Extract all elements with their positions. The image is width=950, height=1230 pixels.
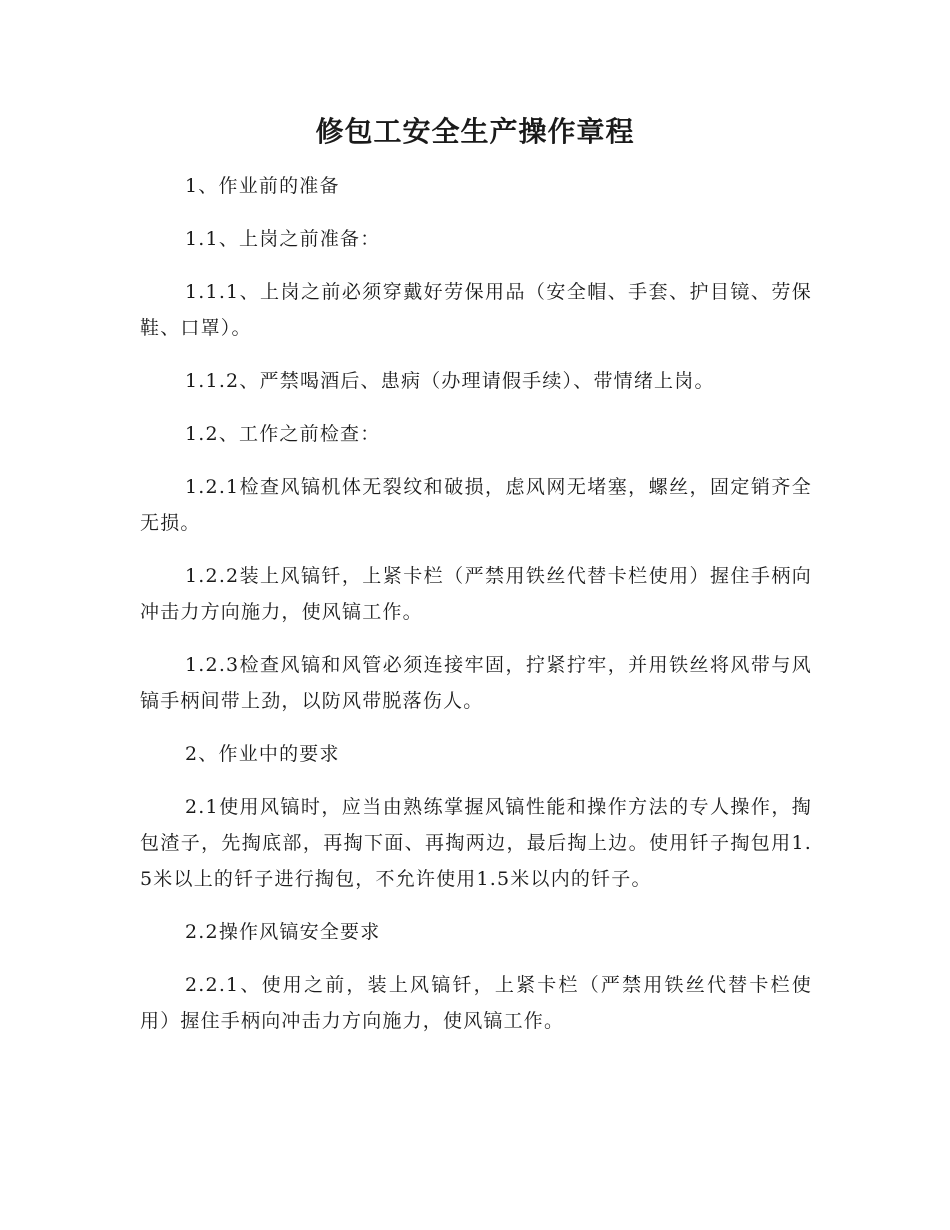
paragraph-1-2-1: 1.2.1检查风镐机体无裂纹和破损，虑风网无堵塞，螺丝，固定销齐全无损。 [140,476,812,534]
paragraph-section-2: 2、作业中的要求 [185,743,340,765]
paragraph-section-1: 1、作业前的准备 [185,175,340,197]
paragraph-2-2-1: 2.2.1、使用之前，装上风镐钎，上紧卡栏（严禁用铁丝代替卡栏使用）握住手柄向冲击力方向施力，使风镐工作。 [140,974,812,1032]
paragraph-1-2: 1.2、工作之前检查： [185,423,381,445]
paragraph-1-1: 1.1、上岗之前准备： [185,228,381,250]
paragraph-2-2: 2.2操作风镐安全要求 [185,921,381,943]
paragraph-2-1: 2.1使用风镐时，应当由熟练掌握风镐性能和操作方法的专人操作，掏包渣子，先掏底部，再掏下面、再掏两边，最后掏上边。使用钎子掏包用1.5米以上的钎子进行掏包，不允许使用1.5米以内的钎子。 [140,796,812,890]
paragraph-1-1-1: 1.1.1、上岗之前必须穿戴好劳保用品（安全帽、手套、护目镜、劳保鞋、口罩）。 [140,281,812,339]
paragraph-1-2-3: 1.2.3检查风镐和风管必须连接牢固，拧紧拧牢，并用铁丝将风带与风镐手柄间带上劲，以防风带脱落伤人。 [140,654,812,712]
paragraph-1-2-2: 1.2.2装上风镐钎，上紧卡栏（严禁用铁丝代替卡栏使用）握住手柄向冲击力方向施力，使风镐工作。 [140,565,812,623]
document-body [140,168,812,1056]
paragraph-1-1-2: 1.1.2、严禁喝酒后、患病（办理请假手续）、带情绪上岗。 [185,370,715,392]
document-title: 修包工安全生产操作章程 [315,115,635,148]
